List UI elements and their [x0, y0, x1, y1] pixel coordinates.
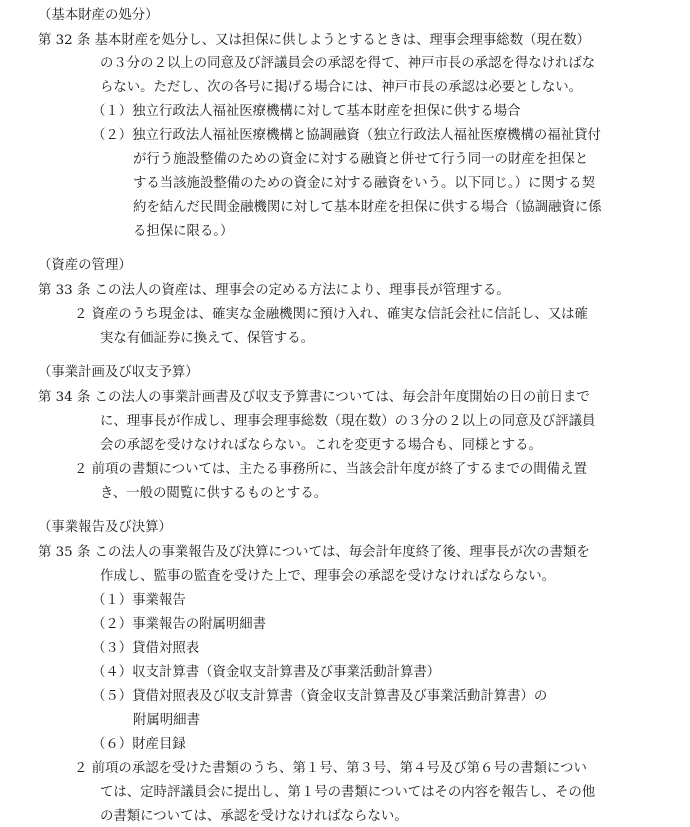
article-33-text-line: 第 33 条 この法人の資産は、理事会の定める方法により、理事長が管理する。 [38, 283, 510, 298]
article-35-para-2-line: ては、定時評議員会に提出し、第１号の書類についてはその内容を報告し、その他 [100, 785, 596, 800]
article-35-item: （５）貸借対照表及び収支計算書（資金収支計算書及び事業活動計算書）の [92, 689, 548, 704]
article-35-item: 附属明細書 [133, 713, 200, 728]
article-33-heading: （資産の管理） [38, 258, 132, 273]
article-32-item-2-line: 約を結んだ民間金融機関に対して基本財産を担保に供する場合（協調融資に係 [133, 200, 602, 215]
article-34-para-2-line: ２ 前項の書類については、主たる事務所に、当該会計年度が終了するまでの間備え置 [74, 462, 587, 477]
article-34-heading: （事業計画及び収支予算） [38, 365, 199, 380]
article-33-para-2-line: 実な有価証券に換えて、保管する。 [100, 331, 314, 346]
article-35-text-line: 作成し、監事の監査を受けた上で、理事会の承認を受けなければならない。 [100, 569, 556, 584]
article-35-para-2-line: ２ 前項の承認を受けた書類のうち、第１号、第３号、第４号及び第６号の書類につい [74, 761, 587, 776]
article-35-item: （４）収支計算書（資金収支計算書及び事業活動計算書） [92, 665, 441, 680]
article-32-text-line: の３分の２以上の同意及び評議員会の承認を得て、神戸市長の承認を得なければな [100, 56, 596, 71]
article-34-text-line: 会の承認を受けなければならない。これを変更する場合も、同様とする。 [100, 438, 542, 453]
article-35-para-2-line: の書類については、承認を受けなければならない。 [100, 809, 408, 824]
article-34-text-line: 第 34 条 この法人の事業計画書及び収支予算書については、毎会計年度開始の日の前日まで [38, 390, 590, 405]
article-34-para-2-line: き、一般の閲覧に供するものとする。 [100, 486, 328, 501]
article-35-item: （６）財産目録 [92, 737, 186, 752]
article-35-item: （１）事業報告 [92, 593, 186, 608]
article-35-heading: （事業報告及び決算） [38, 520, 172, 535]
article-32-item-2-line: （２）独立行政法人福祉医療機構と協調融資（独立行政法人福祉医療機構の福祉貸付 [92, 128, 601, 143]
article-32-heading: （基本財産の処分） [38, 8, 159, 23]
article-35-item: （３）貸借対照表 [92, 641, 200, 656]
article-32-item-2-line: する当該施設整備のための資金に対する融資をいう。以下同じ。）に関する契 [133, 176, 595, 191]
article-35-item: （２）事業報告の附属明細書 [92, 617, 267, 632]
article-32-item-2-line: る担保に限る。） [133, 224, 234, 239]
article-32-text-line: らない。ただし、次の各号に掲げる場合には、神戸市長の承認は必要としない。 [100, 80, 583, 95]
article-32-item-1: （１）独立行政法人福祉医療機構に対して基本財産を担保に供する場合 [92, 104, 521, 119]
article-34-text-line: に、理事長が作成し、理事会理事総数（現在数）の３分の２以上の同意及び評議員 [100, 414, 596, 429]
article-35-text-line: 第 35 条 この法人の事業報告及び決算については、毎会計年度終了後、理事長が次の書類を [38, 545, 590, 560]
article-32-item-2-line: が行う施設整備のための資金に対する融資と併せて行う同一の財産を担保と [133, 152, 589, 167]
article-33-para-2-line: ２ 資産のうち現金は、確実な金融機関に預け入れ、確実な信託会社に信託し、又は確 [74, 307, 588, 322]
article-32-text-line: 第 32 条 基本財産を処分し、又は担保に供しようとするときは、理事会理事総数（現在数） [38, 33, 591, 48]
